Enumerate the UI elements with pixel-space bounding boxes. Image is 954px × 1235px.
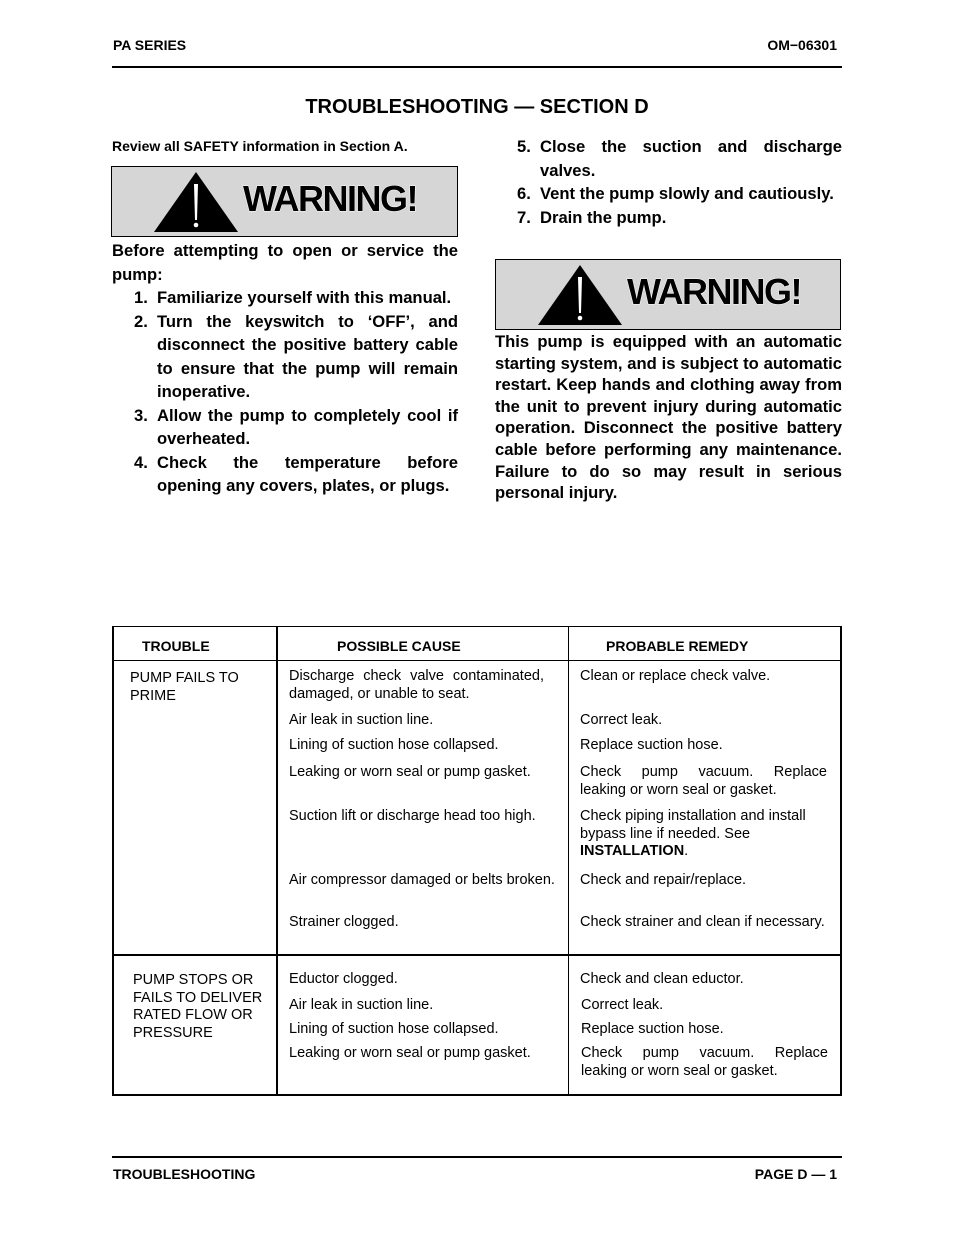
- page-title: TROUBLESHOOTING — SECTION D: [305, 96, 649, 118]
- remedy-cell: Check pump vacuum. Replace leaking or worn seal or gasket.: [580, 764, 827, 798]
- steps-list-left: [134, 286, 458, 498]
- warning-label: WARNING!: [243, 178, 417, 219]
- column-header-remedy: PROBABLE REMEDY: [606, 638, 749, 654]
- footer-page-number: PAGE D — 1: [754, 1166, 837, 1182]
- cause-cell: Lining of suction hose collapsed.: [289, 737, 499, 753]
- column-header-cause: POSSIBLE CAUSE: [337, 638, 461, 654]
- cause-cell: Air leak in suction line.: [289, 712, 434, 728]
- list-item: 4. Check the temperature before opening any covers, plates, or plugs.: [134, 452, 458, 495]
- remedy-cell: Check and clean eductor.: [580, 971, 744, 987]
- remedy-cell: Clean or replace check valve.: [580, 668, 771, 684]
- cause-cell: Strainer clogged.: [289, 914, 399, 930]
- warning-triangle-icon: [536, 263, 624, 327]
- intro-text: Before attempting to open or service the pump:: [112, 241, 458, 284]
- footer-rule: [112, 1156, 842, 1158]
- remedy-cell: Check strainer and clean if necessary.: [580, 914, 825, 930]
- list-item: 6. Vent the pump slowly and cautiously.: [517, 184, 834, 203]
- review-safety-note: Review all SAFETY information in Section A.: [112, 138, 408, 154]
- remedy-cell: Replace suction hose.: [580, 737, 723, 753]
- list-item: 1. Familiarize yourself with this manual.: [134, 288, 452, 307]
- warning-box-left: [111, 166, 458, 237]
- cause-cell: Lining of suction hose collapsed.: [289, 1021, 499, 1037]
- footer-section: TROUBLESHOOTING: [113, 1166, 256, 1182]
- remedy-cell: Check pump vacuum. Replace leaking or worn seal or gasket.: [581, 1045, 828, 1079]
- cause-cell: Suction lift or discharge head too high.: [289, 808, 536, 824]
- steps-list-right: [517, 135, 842, 229]
- remedy-cell: Correct leak.: [581, 997, 664, 1013]
- list-item: 2. Turn the keyswitch to ‘OFF’, and disconnect the positive battery cable to ensure that the pump will remain inoperative.: [134, 311, 458, 401]
- cause-cell: Leaking or worn seal or pump gasket.: [289, 1045, 531, 1061]
- warning-triangle-icon: [152, 170, 240, 234]
- warning-box-right: [495, 259, 841, 330]
- cause-cell: Leaking or worn seal or pump gasket.: [289, 764, 531, 780]
- list-item: 3. Allow the pump to completely cool if overheated.: [134, 405, 458, 448]
- cause-cell: Air compressor damaged or belts broken.: [289, 872, 555, 888]
- trouble-cell: PUMP FAILS TO PRIME: [130, 670, 239, 704]
- list-item: 7. Drain the pump.: [517, 207, 667, 227]
- header-rule: [112, 66, 842, 68]
- remedy-cell: Replace suction hose.: [581, 1021, 724, 1037]
- cause-cell: Eductor clogged.: [289, 971, 398, 987]
- remedy-cell: Check piping installation and install bypass line if needed. See INSTALLATION.: [580, 808, 806, 859]
- automatic-restart-warning: This pump is equipped with an automatic starting system, and is subject to automatic restart. Keep hands and clothing away from the unit to prevent injury during automatic operation. Disconnect the positive battery cable before performing any maintenance. Failure to do so may result in serious personal injury.: [495, 332, 842, 503]
- trouble-cell: PUMP STOPS OR FAILS TO DELIVER RATED FLOW OR PRESSURE: [133, 972, 263, 1041]
- cause-cell: Air leak in suction line.: [289, 997, 434, 1013]
- warning-label: WARNING!: [627, 271, 801, 312]
- list-item: 5. Close the suction and discharge valves.: [517, 137, 842, 180]
- column-header-trouble: TROUBLE: [142, 638, 210, 654]
- header-series: PA SERIES: [113, 37, 187, 53]
- remedy-cell: Check and repair/replace.: [580, 872, 747, 888]
- header-doc-number: OM−06301: [767, 37, 837, 53]
- cause-cell: Discharge check valve contaminated, damaged, or unable to seat.: [289, 668, 544, 702]
- remedy-cell: Correct leak.: [580, 712, 663, 728]
